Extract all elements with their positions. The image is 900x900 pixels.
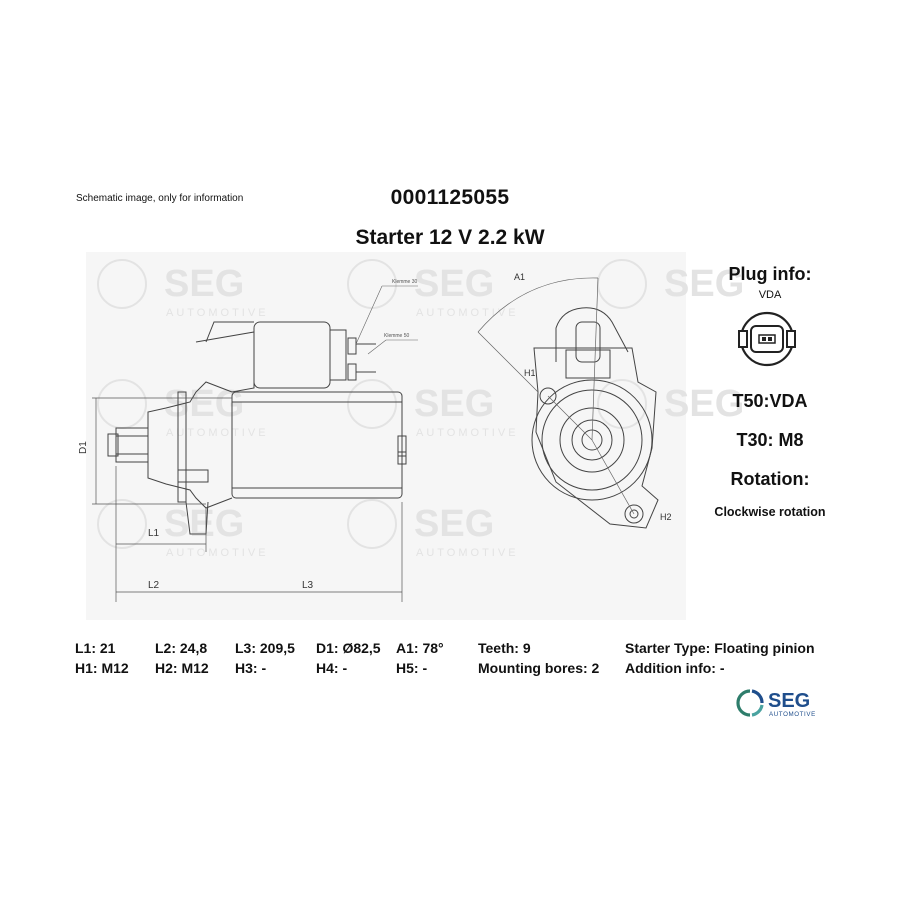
l1-label: L1 [148,528,160,539]
svg-text:AUTOMOTIVE: AUTOMOTIVE [166,427,269,439]
spec-starter-type: Starter Type: Floating pinion [625,640,815,656]
svg-text:AUTOMOTIVE: AUTOMOTIVE [416,547,519,559]
svg-text:AUTOMOTIVE: AUTOMOTIVE [166,307,269,319]
svg-text:AUTOMOTIVE: AUTOMOTIVE [769,711,816,718]
klemme-30-label: Klemme 30 [392,279,418,285]
l2-label: L2 [148,580,160,591]
part-number: 0001125055 [390,186,510,209]
rotation-value: Clockwise rotation [714,505,826,519]
technical-drawing [78,252,745,620]
svg-text:AUTOMOTIVE: AUTOMOTIVE [416,427,519,439]
plug-info-value: VDA [758,289,782,301]
l3-label: L3 [302,580,314,591]
spec-h1: H1: M12 [75,660,129,676]
spec-l3: L3: 209,5 [235,640,295,656]
seg-logo [734,687,834,719]
svg-text:SEG: SEG [164,503,245,545]
a1-label: A1 [514,272,526,282]
disclaimer-note: Schematic image, only for information [76,193,244,204]
h2-label: H2 [660,512,672,522]
svg-text:AUTOMOTIVE: AUTOMOTIVE [416,307,519,319]
vda-plug-icon [735,307,799,371]
svg-text:SEG: SEG [164,263,245,305]
t50-info: T50:VDA [732,391,808,411]
svg-text:SEG: SEG [768,690,811,712]
spec-l1: L1: 21 [75,640,116,656]
spec-h3: H3: - [235,660,267,676]
spec-mounting-bores: Mounting bores: 2 [478,660,600,676]
spec-d1: D1: Ø82,5 [316,640,381,656]
svg-text:SEG: SEG [414,263,495,305]
svg-text:SEG: SEG [664,383,745,425]
t30-info: T30: M8 [736,430,804,450]
rotation-heading: Rotation: [730,469,810,489]
svg-text:SEG: SEG [414,383,495,425]
svg-text:AUTOMOTIVE: AUTOMOTIVE [166,547,269,559]
spec-l2: L2: 24,8 [155,640,208,656]
svg-text:SEG: SEG [414,503,495,545]
spec-addition-info: Addition info: - [625,660,725,676]
spec-h4: H4: - [316,660,348,676]
svg-text:SEG: SEG [164,383,245,425]
spec-teeth: Teeth: 9 [478,640,531,656]
product-title: Starter 12 V 2.2 kW [355,226,545,249]
d1-label: D1 [78,441,89,454]
plug-info-heading: Plug info: [728,264,812,284]
svg-text:SEG: SEG [664,263,745,305]
spec-a1: A1: 78° [396,640,444,656]
spec-h5: H5: - [396,660,428,676]
h1-label: H1 [524,368,536,378]
spec-h2: H2: M12 [155,660,209,676]
klemme-50-label: Klemme 50 [384,333,410,339]
